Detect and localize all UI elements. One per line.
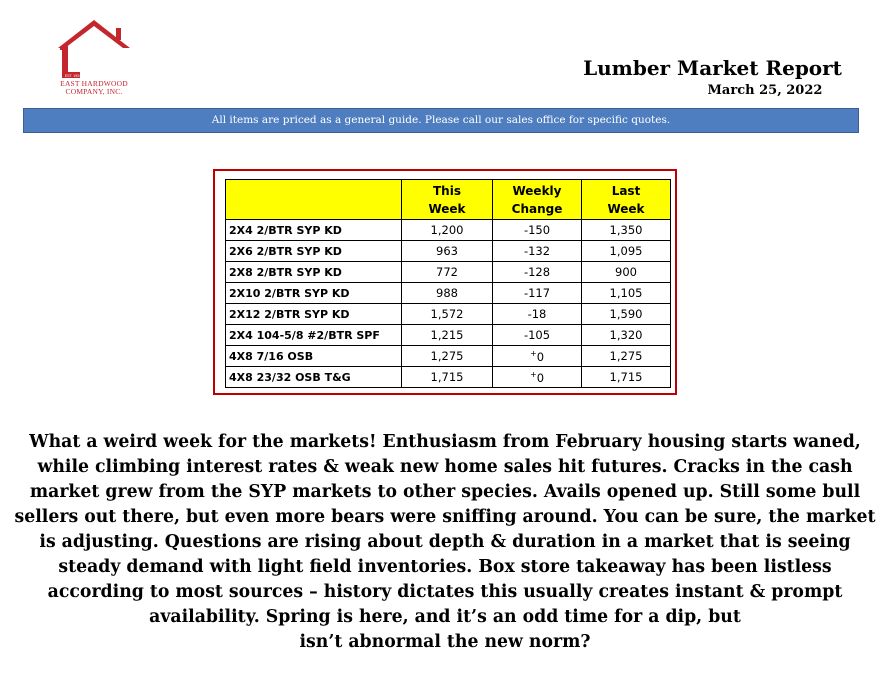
commentary-line: availability. Spring is here, and it’s an odd time for a dip, but [149, 607, 741, 627]
last-week-price: 1,350 [582, 220, 671, 241]
last-week-price: 1,105 [582, 283, 671, 304]
this-week-price: 772 [402, 262, 493, 283]
table-row [226, 346, 671, 367]
this-week-price: 963 [402, 241, 493, 262]
price-table-frame [213, 169, 677, 395]
weekly-change: +0 [493, 346, 582, 367]
last-week-price: 1,715 [582, 367, 671, 388]
item-name: 4X8 7/16 OSB [226, 346, 402, 367]
this-week-price: 988 [402, 283, 493, 304]
this-week-price: 1,200 [402, 220, 493, 241]
commentary-line: What a weird week for the markets! Enthusiasm from February housing starts waned, [29, 432, 861, 452]
company-name-line2: COMPANY, INC. [65, 87, 123, 96]
report-date: March 25, 2022 [707, 83, 823, 98]
header-item [226, 180, 402, 220]
weekly-change: -150 [493, 220, 582, 241]
weekly-change: +0 [493, 367, 582, 388]
header-last-week: Last Week [582, 180, 671, 220]
weekly-change: -128 [493, 262, 582, 283]
logo-mini-text: EST. 1924 [64, 74, 82, 78]
last-week-price: 900 [582, 262, 671, 283]
table-header-row [226, 180, 671, 220]
item-name: 2X10 2/BTR SYP KD [226, 283, 402, 304]
weekly-change: -132 [493, 241, 582, 262]
commentary-line: while climbing interest rates & weak new home sales hit futures. Cracks in the cash [37, 457, 853, 477]
commentary-line: according to most sources – history dictates this usually creates instant & prompt [47, 582, 843, 602]
item-name: 2X4 2/BTR SYP KD [226, 220, 402, 241]
commentary-line: isn’t abnormal the new norm? [299, 632, 591, 652]
item-name: 2X4 104-5/8 #2/BTR SPF [226, 325, 402, 346]
market-commentary [10, 430, 880, 655]
table-row [226, 241, 671, 262]
item-name: 2X8 2/BTR SYP KD [226, 262, 402, 283]
report-title: Lumber Market Report [583, 56, 842, 80]
table-row [226, 283, 671, 304]
house-icon [56, 18, 132, 80]
commentary-line: steady demand with light field inventories. Box store takeaway has been listless [58, 557, 832, 577]
company-name-line1: EAST HARDWOOD [60, 79, 128, 88]
commentary-line: is adjusting. Questions are rising about depth & duration in a market that is seeing [39, 532, 851, 552]
item-name: 4X8 23/32 OSB T&G [226, 367, 402, 388]
company-logo [52, 18, 136, 100]
header-this-week: This Week [402, 180, 493, 220]
this-week-price: 1,215 [402, 325, 493, 346]
table-row [226, 262, 671, 283]
commentary-line: sellers out there, but even more bears were sniffing around. You can be sure, the market [14, 507, 876, 527]
last-week-price: 1,095 [582, 241, 671, 262]
this-week-price: 1,715 [402, 367, 493, 388]
item-name: 2X12 2/BTR SYP KD [226, 304, 402, 325]
weekly-change: -105 [493, 325, 582, 346]
this-week-price: 1,572 [402, 304, 493, 325]
last-week-price: 1,320 [582, 325, 671, 346]
plus-sign: + [529, 348, 537, 358]
table-row [226, 325, 671, 346]
table-row [226, 220, 671, 241]
table-row [226, 367, 671, 388]
weekly-change: -18 [493, 304, 582, 325]
last-week-price: 1,590 [582, 304, 671, 325]
pricing-disclaimer-banner: All items are priced as a general guide. Please call our sales office for specific quotes. [23, 108, 859, 133]
last-week-price: 1,275 [582, 346, 671, 367]
price-table [225, 179, 671, 388]
header-weekly-change: Weekly Change [493, 180, 582, 220]
item-name: 2X6 2/BTR SYP KD [226, 241, 402, 262]
plus-sign: + [529, 369, 537, 379]
table-row [226, 304, 671, 325]
this-week-price: 1,275 [402, 346, 493, 367]
commentary-line: market grew from the SYP markets to other species. Avails opened up. Still some bull [29, 482, 861, 502]
weekly-change: -117 [493, 283, 582, 304]
